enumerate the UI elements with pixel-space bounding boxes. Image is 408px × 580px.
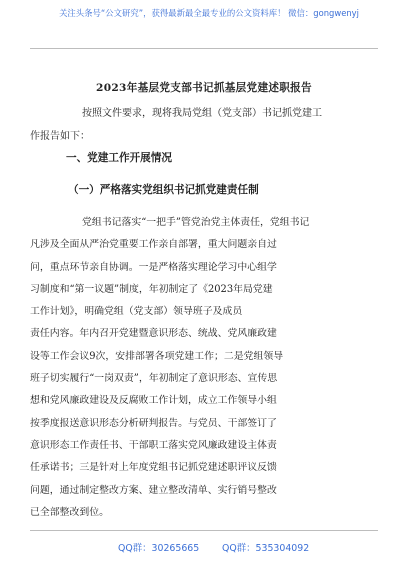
body-line: 已全部整改到位。 <box>30 506 110 518</box>
subsection-heading: （一）严格落实党组织书记抓党建责任制 <box>68 184 259 196</box>
body-line: 凡涉及全面从严治党重要工作亲自部署，重大问题亲自过 <box>30 239 277 251</box>
page-header-banner: 关注头条号“公文研究”，获得最新最全最专业的公文资料库！ 微信：gongwenyj <box>59 8 359 18</box>
footer-divider <box>30 530 378 531</box>
section-heading: 一、党建工作开展情况 <box>66 152 172 164</box>
body-line: 党组书记落实“一把手”管党治党主体责任，党组书记 <box>82 217 310 228</box>
body-line: 按季度报送意识形态分析研判报告。与党员、干部签订了 <box>30 417 277 429</box>
body-line: 想和党风廉政建设及反腐败工作计划，成立工作领导小组 <box>30 395 277 407</box>
body-line: 设等工作会议9次，安排部署各项党建工作；二是党组领导 <box>30 350 284 362</box>
body-line: 意识形态工作责任书、干部职工落实党风廉政建设主体责 <box>30 439 277 451</box>
body-line: 班子切实履行“一岗双责”，年初制定了意识形态、宣传思 <box>30 373 278 385</box>
qq-group-1: QQ群：30265665 <box>118 543 200 554</box>
body-line: 习制度和“第一议题”制度，年初制定了《2023年局党建 <box>30 283 273 295</box>
body-paragraph <box>30 212 380 524</box>
intro-paragraph <box>30 102 378 148</box>
body-line: 问题，通过制定整改方案、建立整改清单、实行销号整改 <box>30 484 277 496</box>
document-title: 2023年基层党支部书记抓基层党建述职报告 <box>96 82 312 94</box>
body-line: 工作计划》，明确党组（党支部）领导班子及成员 <box>30 306 243 318</box>
body-line: 问，重点环节亲自协调。一是严格落实理论学习中心组学 <box>30 261 277 273</box>
qq-group-2: QQ群：535304092 <box>222 543 310 554</box>
body-line: 责任内容。年内召开党建暨意识形态、统战、党风廉政建 <box>30 328 277 340</box>
intro-line: 按照文件要求，现将我局党组（党支部）书记抓党建工 <box>82 108 322 119</box>
intro-line: 作报告如下： <box>30 131 90 142</box>
header-divider <box>30 48 378 49</box>
body-line: 任承诺书；三是针对上年度党组书记抓党建述职评议反馈 <box>30 462 277 474</box>
